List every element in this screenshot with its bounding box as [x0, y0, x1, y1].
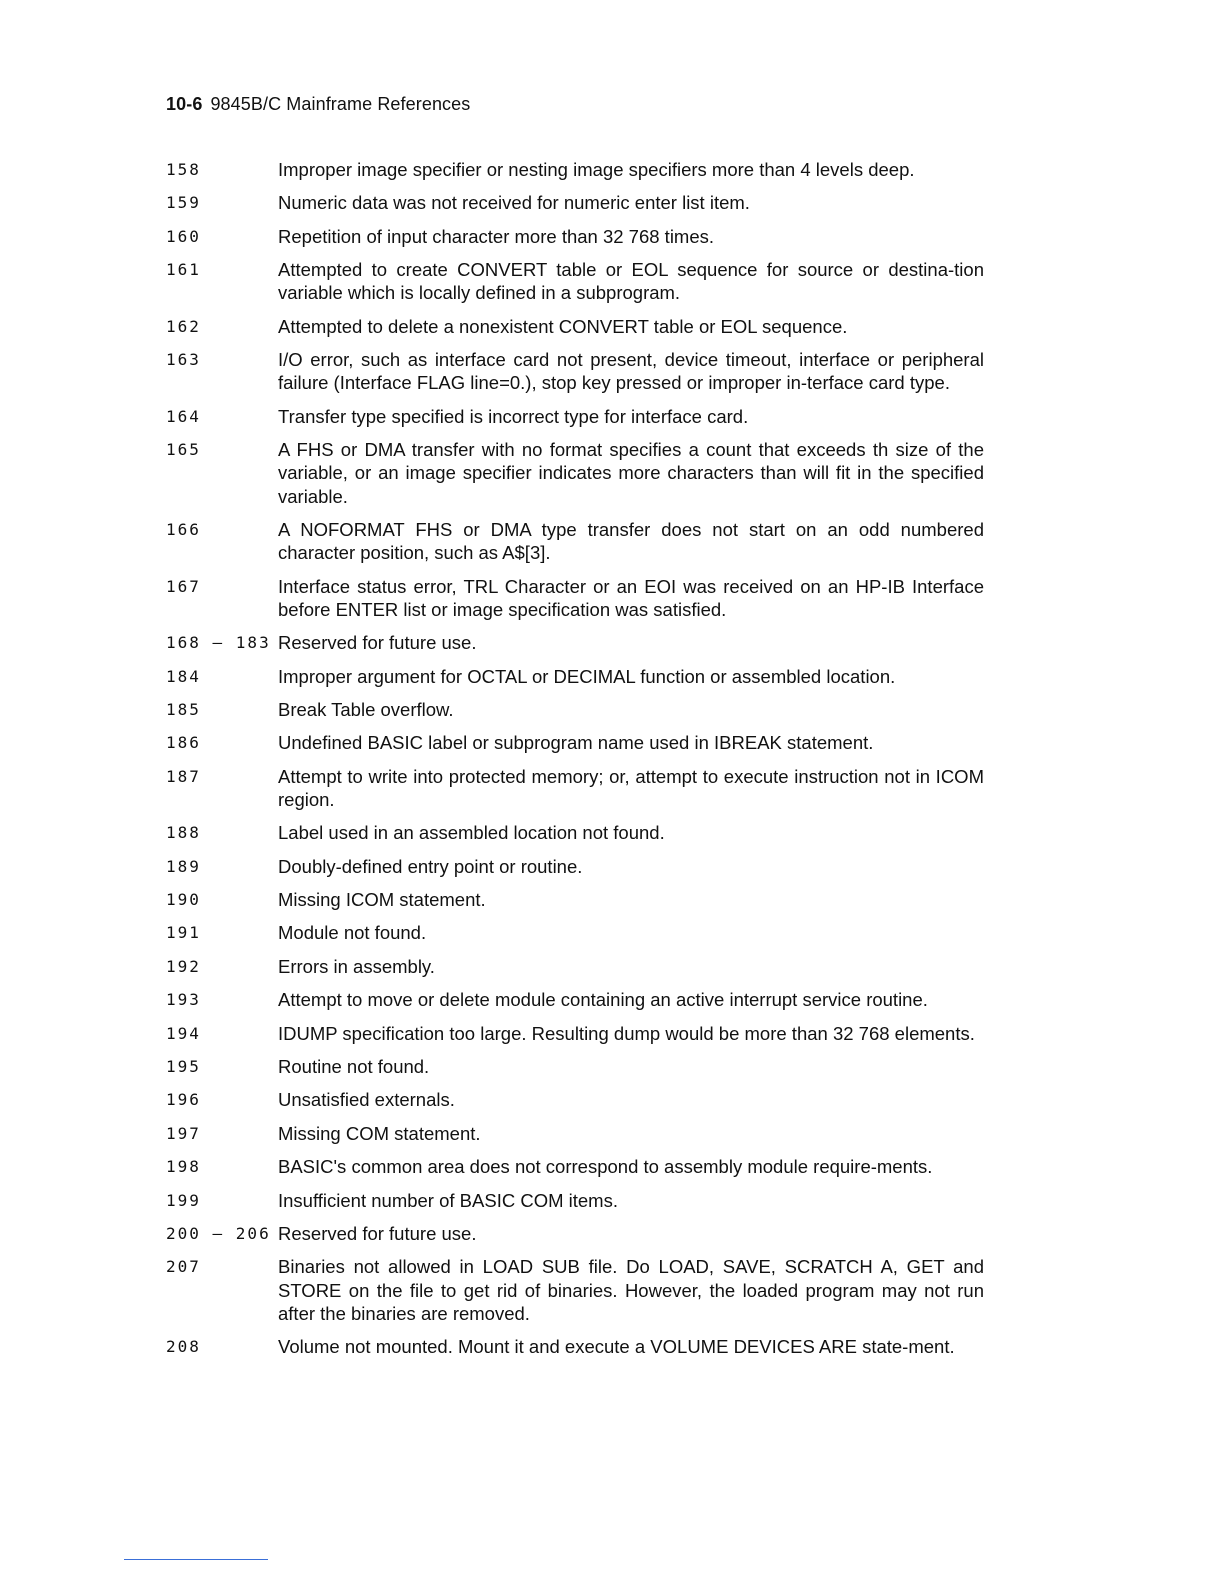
error-description: Attempt to write into protected memory; or, attempt to execute instruction not in ICOM region. — [278, 765, 984, 810]
error-entry — [166, 348, 984, 394]
error-entry — [166, 191, 984, 214]
error-entry — [166, 631, 984, 654]
error-code: 168 – 183 — [166, 633, 271, 653]
error-entry — [166, 1335, 984, 1358]
error-code: 192 — [166, 956, 201, 976]
error-description: A FHS or DMA transfer with no format specifies a count that exceeds th size of the variable, or an image specifier indicates more characters than will fit in the specified variable. — [278, 439, 984, 507]
error-code: 193 — [166, 990, 201, 1010]
error-description: Doubly-defined entry point or routine. — [278, 855, 583, 877]
error-description: Attempted to create CONVERT table or EOL sequence for source or destina-tion variable which is locally defined in a subprogram. — [278, 259, 984, 304]
error-code: 190 — [166, 890, 201, 910]
error-entry — [166, 1255, 984, 1325]
error-description: Attempted to delete a nonexistent CONVERT table or EOL sequence. — [278, 315, 848, 337]
error-description: Undefined BASIC label or subprogram name used in IBREAK statement. — [278, 732, 874, 754]
error-entry — [166, 575, 984, 621]
error-entry — [166, 438, 984, 508]
error-description: Binaries not allowed in LOAD SUB file. Do LOAD, SAVE, SCRATCH A, GET and STORE on the file to get rid of binaries. However, the loaded program may not run after the binaries are removed. — [278, 1256, 984, 1324]
error-entry — [166, 1055, 984, 1078]
error-code: 197 — [166, 1123, 201, 1143]
error-description: Unsatisfied externals. — [278, 1089, 455, 1111]
error-code: 163 — [166, 350, 201, 370]
error-code: 161 — [166, 260, 201, 280]
error-code: 195 — [166, 1057, 201, 1077]
error-code: 198 — [166, 1157, 201, 1177]
error-description: Insufficient number of BASIC COM items. — [278, 1189, 618, 1211]
error-entry — [166, 955, 984, 978]
error-description: Label used in an assembled location not found. — [278, 822, 665, 844]
error-description: Improper argument for OCTAL or DECIMAL function or assembled location. — [278, 665, 896, 687]
error-code: 158 — [166, 160, 201, 179]
error-description: Volume not mounted. Mount it and execute a VOLUME DEVICES ARE state-ment. — [278, 1336, 955, 1358]
error-code: 196 — [166, 1090, 201, 1110]
error-code: 184 — [166, 666, 201, 686]
error-code: 188 — [166, 823, 201, 843]
error-description: Transfer type specified is incorrect type for interface card. — [278, 405, 749, 427]
error-code: 162 — [166, 316, 201, 336]
error-description: Errors in assembly. — [278, 955, 435, 977]
error-code: 207 — [166, 1257, 201, 1277]
error-description: Reserved for future use. — [278, 632, 477, 654]
error-code: 208 — [166, 1337, 201, 1357]
error-description: A NOFORMAT FHS or DMA type transfer does not start on an odd numbered character position, such as A$[3]. — [278, 518, 984, 564]
error-code: 200 – 206 — [166, 1223, 271, 1243]
error-description: Attempt to move or delete module containing an active interrupt service routine. — [278, 989, 928, 1011]
error-entry — [166, 158, 984, 181]
error-code: 185 — [166, 699, 201, 719]
error-entry — [166, 1088, 984, 1111]
error-entry — [166, 731, 984, 754]
error-entry — [166, 665, 984, 688]
error-description: Improper image specifier or nesting image specifiers more than 4 levels deep. — [278, 159, 915, 180]
error-entry — [166, 855, 984, 878]
error-description: Break Table overflow. — [278, 698, 454, 720]
error-code: 160 — [166, 226, 201, 246]
error-entry — [166, 1189, 984, 1212]
error-entry — [166, 518, 984, 564]
error-entry — [166, 988, 984, 1011]
error-entry — [166, 315, 984, 338]
error-entry — [166, 765, 984, 811]
error-entry — [166, 258, 984, 304]
error-entry — [166, 1022, 984, 1045]
footnote-rule — [124, 1559, 268, 1560]
error-description: Repetition of input character more than 32 768 times. — [278, 225, 715, 247]
error-description: Missing ICOM statement. — [278, 889, 486, 911]
error-entry — [166, 698, 984, 721]
error-description: Routine not found. — [278, 1056, 430, 1078]
error-code-list — [166, 158, 984, 1369]
error-entry — [166, 921, 984, 944]
error-code: 194 — [166, 1023, 201, 1043]
error-description: Missing COM statement. — [278, 1122, 481, 1144]
page-number: 10-6 — [166, 94, 203, 114]
error-description: Reserved for future use. — [278, 1222, 477, 1244]
error-code: 186 — [166, 733, 201, 753]
error-code: 164 — [166, 406, 201, 426]
error-entry — [166, 1222, 984, 1245]
error-description: Numeric data was not received for numeric enter list item. — [278, 192, 750, 214]
error-code: 191 — [166, 923, 201, 943]
error-code: 187 — [166, 766, 201, 786]
error-code: 189 — [166, 856, 201, 876]
error-entry — [166, 888, 984, 911]
page-header — [166, 94, 470, 115]
error-code: 159 — [166, 193, 201, 213]
error-description: I/O error, such as interface card not present, device timeout, interface or peripheral failure (Interface FLAG line=0.), stop key pressed or improper in-terface card type. — [278, 349, 984, 394]
error-code: 166 — [166, 519, 201, 539]
error-description: BASIC's common area does not correspond to assembly module require-ments. — [278, 1156, 933, 1178]
error-entry — [166, 1155, 984, 1178]
error-entry — [166, 1122, 984, 1145]
error-entry — [166, 225, 984, 248]
error-code: 199 — [166, 1190, 201, 1210]
error-description: IDUMP specification too large. Resulting dump would be more than 32 768 elements. — [278, 1022, 975, 1044]
error-code: 165 — [166, 440, 201, 460]
error-entry — [166, 405, 984, 428]
page-title: 9845B/C Mainframe References — [210, 94, 471, 114]
error-description: Module not found. — [278, 922, 427, 944]
error-entry — [166, 821, 984, 844]
error-code: 167 — [166, 576, 201, 596]
error-description: Interface status error, TRL Character or an EOI was received on an HP-IB Interface before ENTER list or image specification was satisfied. — [278, 575, 984, 620]
